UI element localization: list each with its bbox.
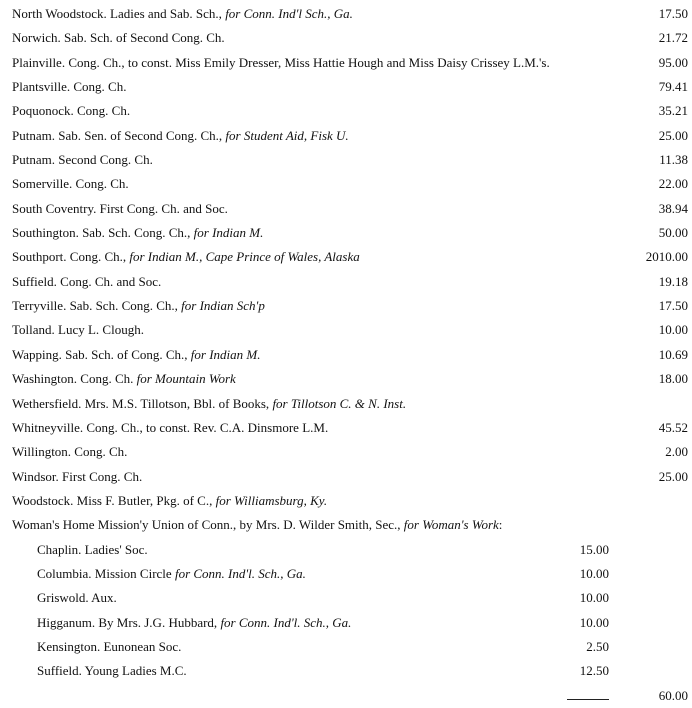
entry-text: [12, 367, 236, 391]
entry-row: [0, 51, 692, 75]
entry-donor: Woman's Home Mission'y Union of Conn., by Mrs. D. Wilder Smith, Sec.,: [12, 517, 404, 533]
entry-amount: 25.00: [658, 127, 688, 143]
sub-entry-text: [37, 538, 148, 562]
sub-entry-amount: 2.50: [586, 638, 609, 654]
entry-amount: 45.52: [658, 419, 688, 435]
entry-purpose: for Conn. Ind'l Sch., Ga.: [225, 6, 353, 21]
entry-row: [0, 270, 692, 294]
entry-row: [0, 392, 692, 416]
sub-entry-row: [0, 538, 692, 562]
entry-donor: Putnam. Second Cong. Ch.: [12, 152, 153, 168]
contributions-list: [0, 2, 692, 708]
entry-donor: Poquonock. Cong. Ch.: [12, 103, 131, 119]
entry-row: [0, 245, 692, 269]
entry-amount: 10.00: [658, 322, 688, 338]
entry-row: [0, 172, 692, 196]
sub-entry-row: [0, 611, 692, 635]
sub-entry-text: [37, 562, 306, 586]
sub-entry-donor: Higganum. By Mrs. J.G. Hubbard,: [37, 614, 221, 630]
entry-text: [12, 489, 327, 513]
entry-amount: 11.38: [659, 152, 688, 168]
entry-donor: Willington. Cong. Ch.: [12, 444, 128, 460]
entry-text: [12, 124, 349, 148]
entry-donor: Southport. Cong. Ch.,: [12, 249, 130, 265]
entry-text: [12, 318, 144, 342]
sub-entry-donor: Chaplin. Ladies' Soc.: [37, 541, 148, 557]
entry-text: [12, 148, 153, 172]
sub-entry-amount: 10.00: [579, 590, 609, 606]
sub-entry-amount: 12.50: [579, 663, 609, 679]
entry-donor: Plantsville. Cong. Ch.: [12, 79, 127, 95]
entry-text: [12, 270, 161, 294]
sub-entry-text: [37, 611, 351, 635]
entry-text: [12, 172, 129, 196]
entry-donor: Tolland. Lucy L. Clough.: [12, 322, 144, 338]
sub-entry-text: [37, 586, 117, 610]
sub-entry-purpose: for Conn. Ind'l. Sch., Ga.: [174, 565, 306, 581]
entry-purpose: for Tillotson C. & N. Inst.: [272, 395, 407, 411]
entry-text: [12, 416, 328, 440]
entry-text: [12, 197, 228, 221]
entry-row: [0, 513, 692, 537]
entry-row: [0, 26, 692, 50]
entry-donor: Washington. Cong. Ch.: [12, 371, 137, 387]
subtotal-rule: [567, 699, 609, 700]
entry-amount: 95.00: [658, 54, 688, 70]
entry-donor: Whitneyville. Cong. Ch., to const. Rev. C.A. Dinsmore L.M.: [12, 419, 329, 435]
sub-entry-row: [0, 586, 692, 610]
entry-amount: 17.50: [658, 6, 688, 21]
entry-purpose: for Indian M.: [193, 225, 264, 241]
entry-amount: 79.41: [658, 79, 688, 95]
entry-amount: 2.00: [665, 444, 688, 460]
entry-donor: Putnam. Sab. Sen. of Second Cong. Ch.,: [12, 127, 226, 143]
entry-amount: 38.94: [658, 200, 688, 216]
entry-text: [12, 294, 265, 318]
sub-entry-amount: 10.00: [579, 614, 609, 630]
sub-entry-amount: 10.00: [579, 565, 609, 581]
entry-row: [0, 318, 692, 342]
sub-entry-donor: Griswold. Aux.: [37, 590, 117, 606]
entry-text: [12, 51, 550, 75]
entry-row: [0, 221, 692, 245]
entry-donor: Suffield. Cong. Ch. and Soc.: [12, 273, 162, 289]
sub-entry-amount: 15.00: [579, 541, 609, 557]
entry-donor: Norwich. Sab. Sch. of Second Cong. Ch.: [12, 30, 225, 46]
entry-purpose: for Mountain Work: [136, 371, 236, 387]
sub-entry-row: [0, 562, 692, 586]
entry-text: [12, 392, 406, 416]
entry-row: [0, 465, 692, 489]
entry-amount: 2010.00: [645, 249, 688, 265]
entry-row: [0, 416, 692, 440]
entry-donor: Woodstock. Miss F. Butler, Pkg. of C.,: [12, 492, 216, 508]
entry-row: [0, 440, 692, 464]
entry-row: [0, 197, 692, 221]
sub-entry-donor: Columbia. Mission Circle: [37, 565, 175, 581]
sub-entry-text: [37, 635, 181, 659]
entry-amount: 18.00: [658, 371, 688, 387]
entry-text: [12, 513, 502, 537]
entry-donor: South Coventry. First Cong. Ch. and Soc.: [12, 200, 228, 216]
entry-purpose: for Indian Sch'p: [181, 298, 265, 314]
entry-amount: 35.21: [658, 103, 688, 119]
entry-amount: 10.69: [658, 346, 688, 362]
entry-row: [0, 2, 692, 26]
sub-entry-purpose: for Conn. Ind'l. Sch., Ga.: [220, 614, 352, 630]
entry-row: [0, 489, 692, 513]
sub-entry-row: [0, 635, 692, 659]
entry-tail: :: [498, 517, 503, 533]
entry-text: [12, 75, 126, 99]
entry-text: [12, 221, 263, 245]
subtotal-amount: 60.00: [658, 687, 688, 703]
entry-text: [12, 440, 127, 464]
entry-row: [0, 148, 692, 172]
entry-donor: North Woodstock. Ladies and Sab. Sch.,: [12, 6, 226, 21]
entry-text: [12, 245, 360, 269]
entry-purpose: for Student Aid, Fisk U.: [225, 127, 349, 143]
entry-row: [0, 124, 692, 148]
entry-donor: Southington. Sab. Sch. Cong. Ch.,: [12, 225, 194, 241]
subtotal-row: [0, 684, 692, 708]
entry-row: [0, 294, 692, 318]
entry-purpose: for Indian M.: [190, 346, 261, 362]
entry-amount: 25.00: [658, 468, 688, 484]
entry-amount: 19.18: [658, 273, 688, 289]
entry-donor: Plainville. Cong. Ch., to const. Miss Emily Dresser, Miss Hattie Hough and Miss Daisy Crissey L.M.'s.: [12, 54, 550, 70]
entry-purpose: for Williamsburg, Ky.: [215, 492, 328, 508]
entry-text: [12, 99, 130, 123]
entry-amount: 21.72: [658, 30, 688, 46]
entry-text: [12, 26, 225, 50]
entry-text: [12, 465, 142, 489]
entry-text: [12, 343, 261, 367]
entry-donor: Windsor. First Cong. Ch.: [12, 468, 143, 484]
entry-purpose: for Indian M., Cape Prince of Wales, Alaska: [129, 249, 360, 265]
entry-donor: Wethersfield. Mrs. M.S. Tillotson, Bbl. of Books,: [12, 395, 273, 411]
entry-donor: Wapping. Sab. Sch. of Cong. Ch.,: [12, 346, 191, 362]
entry-row: [0, 75, 692, 99]
entry-row: [0, 99, 692, 123]
entry-row: [0, 367, 692, 391]
sub-entry-donor: Suffield. Young Ladies M.C.: [37, 663, 187, 679]
sub-entry-row: [0, 659, 692, 683]
entry-row: [0, 343, 692, 367]
entry-donor: Terryville. Sab. Sch. Cong. Ch.,: [12, 298, 182, 314]
entry-text: [12, 2, 353, 26]
entry-amount: 22.00: [658, 176, 688, 192]
entry-donor: Somerville. Cong. Ch.: [12, 176, 129, 192]
entry-amount: 17.50: [658, 298, 688, 314]
entry-purpose: for Woman's Work: [403, 517, 499, 533]
sub-entry-text: [37, 659, 187, 683]
entry-amount: 50.00: [658, 225, 688, 241]
sub-entry-donor: Kensington. Eunonean Soc.: [37, 638, 182, 654]
